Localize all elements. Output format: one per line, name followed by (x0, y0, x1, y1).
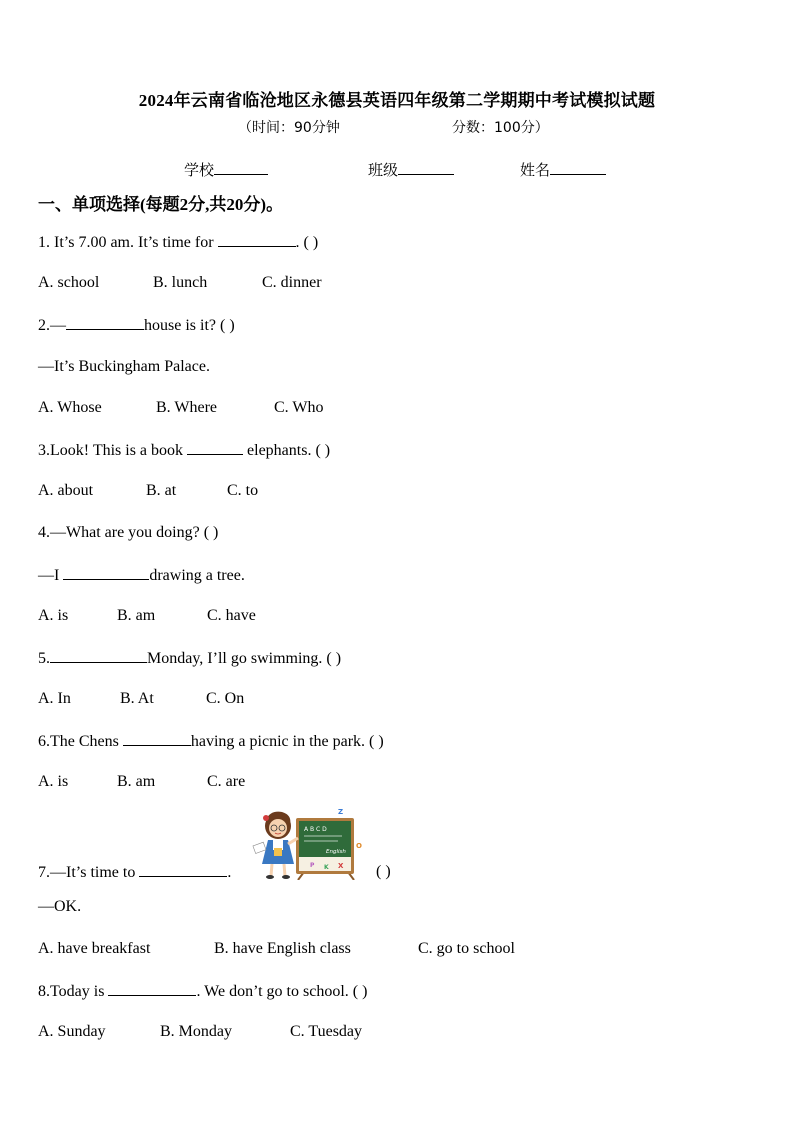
letter-p: P (310, 862, 315, 869)
answer-blank[interactable] (123, 732, 191, 746)
options-2 (38, 399, 323, 417)
option-c[interactable]: C. have (207, 607, 256, 624)
question-text: having a picnic in the park. ( ) (190, 733, 384, 750)
question-text: house is it? ( ) (144, 317, 235, 334)
name-field (520, 159, 606, 180)
question-2-reply: —It’s Buckingham Palace. (38, 358, 210, 375)
question-text: . (227, 864, 232, 881)
option-a[interactable]: A. is (38, 607, 69, 624)
option-c[interactable]: C. Tuesday (290, 1023, 363, 1040)
question-2 (38, 316, 235, 335)
exam-score: 分数：100分） (452, 120, 549, 136)
letter-z: Z (338, 808, 344, 816)
answer-blank[interactable] (66, 316, 144, 330)
question-text: 2.— (38, 317, 66, 334)
answer-blank[interactable] (218, 233, 296, 247)
school-field (184, 159, 268, 180)
option-b[interactable]: B. At (120, 690, 154, 707)
question-text: 3.Look! This is a book (38, 442, 184, 459)
answer-bracket: ( ) (376, 863, 391, 880)
teacher-chalkboard-picture (252, 806, 364, 880)
option-b[interactable]: B. at (146, 482, 177, 499)
option-b[interactable]: B. lunch (153, 274, 208, 291)
option-b[interactable]: B. have English class (214, 940, 351, 957)
options-4 (38, 607, 256, 625)
option-c[interactable]: C. are (207, 773, 246, 790)
option-c[interactable]: C. go to school (418, 940, 515, 957)
option-b[interactable]: B. Monday (160, 1023, 232, 1040)
question-4: 4.—What are you doing? ( ) (38, 524, 219, 541)
answer-blank[interactable] (50, 649, 147, 663)
option-c[interactable]: C. Who (274, 399, 324, 416)
question-text: 6.The Chens (38, 733, 119, 750)
class-field (368, 159, 454, 180)
question-3 (38, 441, 330, 460)
option-c[interactable]: C. dinner (262, 274, 322, 291)
options-6 (38, 773, 245, 791)
question-text: 7.—It’s time to (38, 864, 136, 881)
option-b[interactable]: B. Where (156, 399, 218, 416)
name-label: 姓名 (520, 163, 551, 179)
option-b[interactable]: B. am (117, 607, 156, 624)
letter-k: K (324, 864, 329, 871)
class-blank[interactable] (398, 160, 454, 175)
answer-blank[interactable] (187, 441, 243, 455)
option-a[interactable]: A. school (38, 274, 100, 291)
section-heading: 一、单项选择(每题2分,共20分)。 (38, 195, 284, 214)
option-a[interactable]: A. In (38, 690, 71, 707)
letter-o: O (356, 842, 362, 850)
question-7 (38, 863, 231, 882)
question-text: —I (38, 567, 60, 584)
option-a[interactable]: A. Whose (38, 399, 102, 416)
question-6 (38, 732, 384, 751)
exam-title: 2024年云南省临沧地区永德县英语四年级第二学期期中考试模拟试题 (138, 91, 656, 110)
class-label: 班级 (368, 163, 399, 179)
option-b[interactable]: B. am (117, 773, 156, 790)
options-8 (38, 1023, 362, 1041)
question-8 (38, 982, 367, 1001)
question-text: 5. (38, 650, 50, 667)
question-text: 8.Today is (38, 983, 105, 1000)
options-3 (38, 482, 258, 500)
question-1 (38, 233, 318, 252)
question-text: elephants. ( ) (247, 442, 331, 459)
option-a[interactable]: A. Sunday (38, 1023, 106, 1040)
answer-blank[interactable] (108, 982, 196, 996)
school-label: 学校 (184, 163, 215, 179)
options-5 (38, 690, 244, 708)
answer-blank[interactable] (63, 566, 149, 580)
question-text: Monday, I’ll go swimming. ( ) (147, 650, 342, 667)
option-a[interactable]: A. about (38, 482, 94, 499)
board-word: English (326, 849, 346, 855)
name-blank[interactable] (550, 160, 606, 175)
answer-blank[interactable] (139, 863, 227, 877)
school-blank[interactable] (214, 160, 268, 175)
question-text: . We don’t go to school. ( ) (196, 983, 368, 1000)
board-letters: A B C D (304, 826, 327, 833)
option-c[interactable]: C. to (227, 482, 259, 499)
exam-time: （时间：90分钟 (238, 120, 340, 136)
question-4-reply (38, 566, 245, 585)
question-5 (38, 649, 341, 668)
option-c[interactable]: C. On (206, 690, 245, 707)
question-7-reply: —OK. (38, 898, 82, 915)
options-7 (38, 940, 515, 958)
option-a[interactable]: A. is (38, 773, 69, 790)
question-text: 1. It’s 7.00 am. It’s time for (38, 234, 214, 251)
question-text: . ( ) (295, 234, 319, 251)
letter-x: X (338, 862, 344, 870)
question-text: drawing a tree. (149, 567, 245, 584)
option-a[interactable]: A. have breakfast (38, 940, 151, 957)
options-1 (38, 274, 322, 292)
